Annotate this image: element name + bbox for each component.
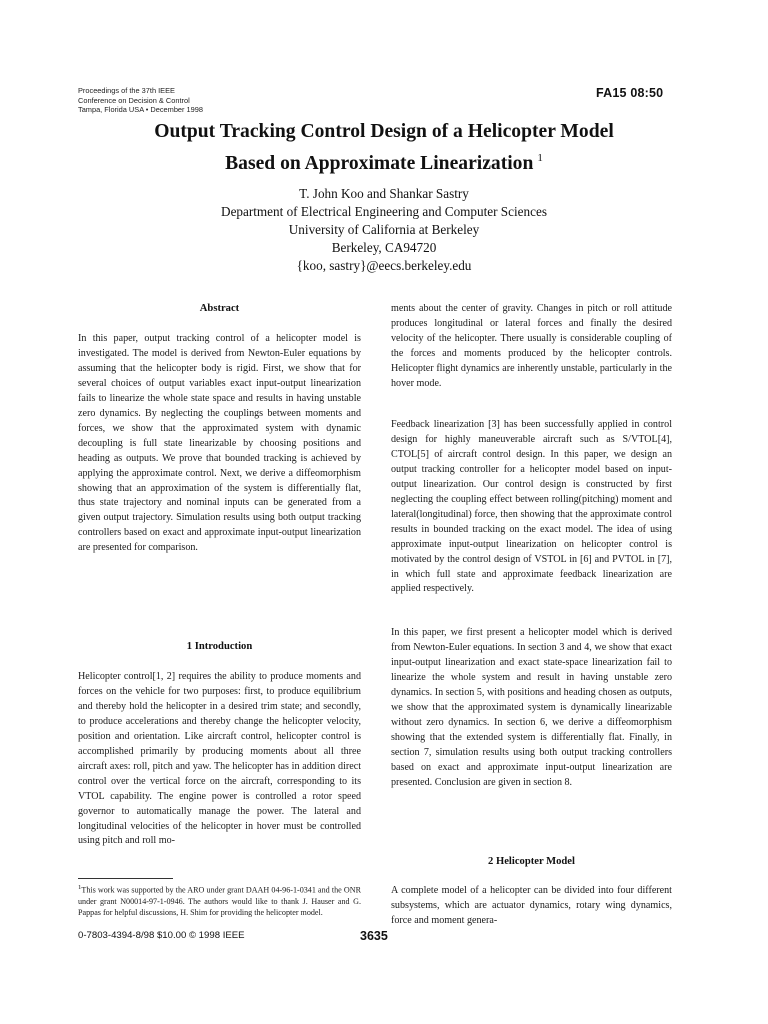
session-code: FA15 08:50: [596, 86, 664, 100]
author-email: {koo, sastry}@eecs.berkeley.edu: [296, 258, 472, 273]
introduction-heading: 1 Introduction: [186, 641, 253, 652]
proceedings-line-2: Conference on Decision & Control: [78, 95, 190, 105]
author-location: Berkeley, CA94720: [331, 240, 437, 255]
abstract-body: [78, 332, 361, 556]
helicopter-model-heading: 2 Helicopter Model: [488, 856, 575, 867]
page-number: 3635: [360, 929, 388, 943]
footnote-divider: [78, 878, 173, 879]
abstract-text: In this paper, output tracking control of a helicopter model is investigated. The model is derived from Newton-Euler equations by assuming that the helicopter body is rigid. First, we show that for several choices of output variables exact input-output linearization fails to linearize the whole state space and results in having unstable zero dynamics. By neglecting the couplings between moments and forces, we show that the approximated system with dynamic decoupling is full state linearizable by choosing positions and heading as outputs. We prove that bounded tracking is achieved by applying the approximate control. Next, we derive a diffeomorphism showing that an approximation of the system is differentially flat, thus state trajectory and nominal inputs can be generated from a given output trajectory. Simulation results using both output tracking controllers based on exact and approximate input-output linearization are presented for comparison.: [78, 333, 361, 554]
footnote-mark: 1: [78, 884, 82, 891]
isbn-line: 0-7803-4394-8/98 $10.00 © 1998 IEEE: [78, 930, 245, 941]
title-line-2: Based on Approximate Linearization: [225, 153, 534, 174]
author-names: T. John Koo and Shankar Sastry: [299, 186, 469, 201]
introduction-body: [78, 670, 361, 849]
proceedings-line-3: Tampa, Florida USA • December 1998: [78, 105, 204, 115]
title-footnote-mark: 1: [537, 152, 543, 164]
introduction-text: Helicopter control[1, 2] requires the ability to produce moments and forces on the vehicle for two purposes: first, to produce equilibrium and thereby hold the helicopter in a desired trim state; and secondly, to produce accelerations and thereby change the helicopter velocity, position and orientation. Like aircraft control, helicopter control is accomplished primarily by producing moments about all three aircraft axes: roll, pitch and yaw. The helicopter has in addition direct control over the vertical force on the aircraft, corresponding to its VTOL capability. The engine power is controlled a rotor speed governor to automatically manage the power. The lateral and longitudinal velocities of the helicopter in hover must be controlled using pitch and roll mo-: [78, 671, 361, 847]
right-para-3: [391, 626, 672, 790]
right-para-3-text: In this paper, we first present a helicopter model which is derived from Newton-Euler equations. In section 3 and 4, we show that exact input-output linearization and exact state-space linearization fail to linearize the whole system and result in having unstable zero dynamics. In section 5, with positions and heading chosen as outputs, we show that the approximated system is dynamically linearizable without zero dynamics. In section 6, we derive a diffeomorphism showing that the extended system is differentially flat. Finally, in section 7, simulation results using both output tracking controllers based on exact and approximate input-output linearization are presented. Conclusion are given in section 8.: [391, 627, 672, 788]
author-department: Department of Electrical Engineering and Computer Sciences: [221, 204, 547, 219]
title-line-1: Output Tracking Control Design of a Helicopter Model: [154, 121, 614, 142]
footnote: [78, 882, 361, 918]
right-para-2: [391, 418, 672, 597]
author-block: [40, 185, 728, 275]
title-line-2-wrap: [40, 145, 728, 177]
right-para-1-text: ments about the center of gravity. Changes in pitch or roll attitude produces longitudinal or lateral forces and finally the desired velocity of the helicopter. There usually is considerable coupling of the forces and moments produced by the helicopter controls. Helicopter flight dynamics are inherently unstable, particularly in the hover mode.: [391, 303, 672, 389]
right-para-1: [391, 302, 672, 392]
paper-title: [40, 118, 728, 177]
right-para-2-text: Feedback linearization [3] has been successfully applied in control design for highly maneuverable aircraft such as S/VTOL[4], CTOL[5] of aircraft control design. In this paper, we design an output tracking controller for a helicopter model based on input-output linearization. Our control design is constructed by first neglecting the coupling effect between rolling(pitching) moment and lateral(longitudinal) force, then showing that the approximate control results in bounded tracking on the exact model. The idea of using approximate input-output linearization on helicopter control is motivated by the control design of VSTOL in [6] and PVTOL in [7], in which full state and approximate feedback linearization are applied respectively.: [391, 419, 672, 595]
abstract-heading: Abstract: [199, 303, 240, 314]
right-para-4-text: A complete model of a helicopter can be divided into four different subsystems, which are actuator dynamics, rotary wing dynamics, force and moment genera-: [391, 885, 672, 926]
footnote-text: This work was supported by the ARO under grant DAAH 04-96-1-0341 and the ONR under grant N00014-97-1-0946. The authors would like to thank J. Hauser and G. Pappas for helpful discussions, H. Shim for providing the helicopter model.: [78, 885, 361, 918]
proceedings-info: [78, 86, 203, 115]
author-university: University of California at Berkeley: [288, 222, 480, 237]
proceedings-line-1: Proceedings of the 37th IEEE: [78, 86, 175, 95]
right-para-4: [391, 884, 672, 929]
